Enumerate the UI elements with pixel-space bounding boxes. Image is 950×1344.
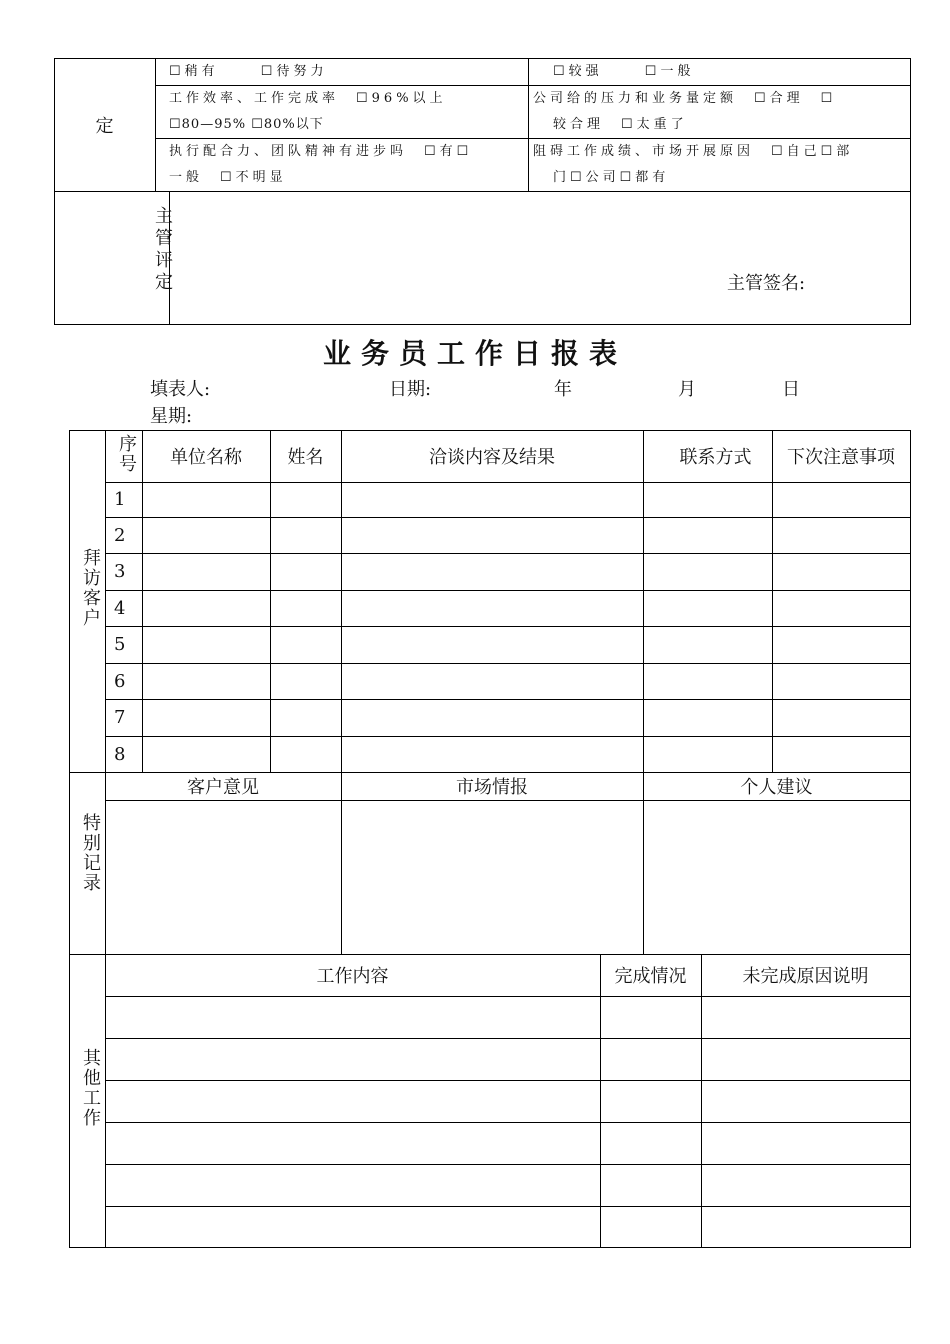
header-contact: 联系方式 [679,447,752,468]
pressure-options: 较合理 ☐太重了 [553,117,688,132]
date-label: 日期: [389,379,432,400]
table-row: 7 [114,707,126,728]
table-row: 8 [114,744,126,765]
weekday-label: 星期: [150,406,193,427]
table-row: 5 [114,634,126,655]
evaluation-side-label: 定 [95,115,114,137]
teamwork-options: 一般 ☐不明显 [169,170,287,185]
evaluation-option-row1-left: ☐稍有 ☐待努力 [169,64,328,79]
table-row: 4 [114,598,126,619]
filler-label: 填表人: [150,379,211,400]
header-negotiation: 洽谈内容及结果 [429,447,555,468]
header-name: 姓名 [287,447,324,468]
table-row: 6 [114,671,126,692]
header-completion: 完成情况 [614,966,687,987]
pressure-question: 公司给的压力和业务量定额 ☐合理 ☐ [533,91,837,106]
obstacle-question: 阻碍工作成绩、市场开展原因 ☐自己☐部 [533,144,854,159]
visits-side-label: 拜访客户 [80,548,101,628]
supervisor-review-label: 主管评定 [152,206,173,294]
header-customer-opinion: 客户意见 [187,777,259,798]
table-row: 2 [114,525,126,546]
other-side-label: 其他工作 [80,1048,101,1128]
header-work-content: 工作内容 [316,966,389,987]
teamwork-question: 执行配合力、团队精神有进步吗 ☐有☐ [169,144,473,159]
efficiency-question: 工作效率、工作完成率 ☐96%以上 [169,91,447,106]
special-side-label: 特别记录 [80,813,101,893]
header-seq: 序号 [116,434,137,474]
obstacle-options: 门☐公司☐都有 [553,170,670,185]
header-market-intel: 市场情报 [456,777,528,798]
header-incomplete-reason: 未完成原因说明 [742,966,869,987]
year-label: 年 [554,379,572,400]
day-label: 日 [782,379,800,400]
header-personal-suggestion: 个人建议 [740,777,813,798]
header-company: 单位名称 [170,447,242,468]
table-row: 3 [114,561,126,582]
month-label: 月 [678,379,696,400]
page-title: 业务员工作日报表 [322,337,627,370]
table-row: 1 [114,489,126,510]
evaluation-option-row1-right: ☐较强 ☐一般 [553,64,695,79]
supervisor-signature-label: 主管签名: [727,273,806,294]
efficiency-options: ☐80—95% ☐80%以下 [169,117,324,132]
header-next-notes: 下次注意事项 [787,447,895,468]
